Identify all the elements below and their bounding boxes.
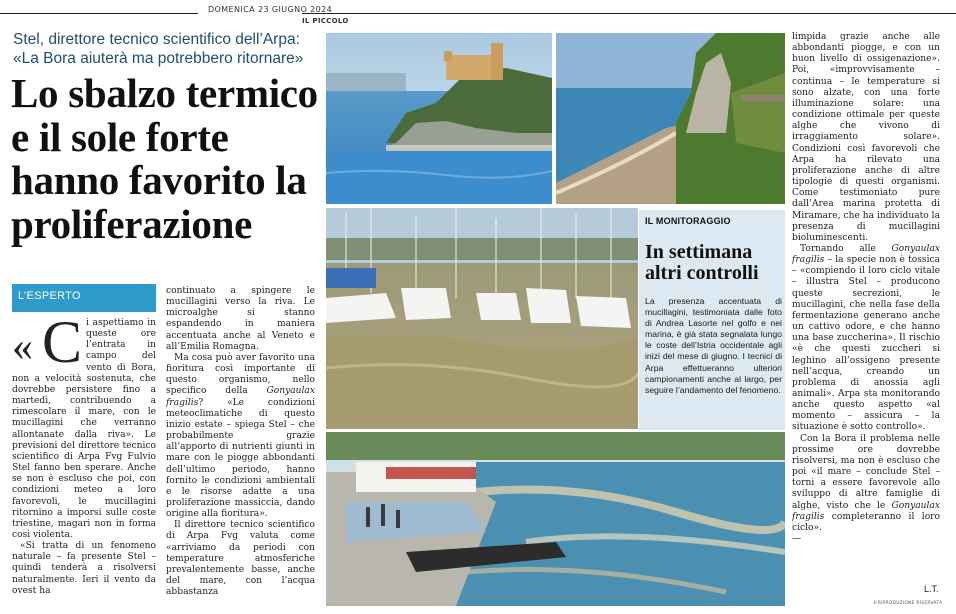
sidebar-body: La presenza accentuata di mucillagini, testimoniata dalle foto di Andrea Lasorte nel golfo e nei marina, è già stata segnalata lungo le coste dell’Istria occidentale agli inizi del mese di giugno. I tecnici di Arpa effettueranno ulteriori campionamenti anche al largo, per seguire l’andamento del fenomeno. <box>645 296 782 395</box>
folio-date: DOMENICA 23 GIUGNO 2024 <box>208 5 333 14</box>
article-column-3 <box>792 32 940 580</box>
article-column-1 <box>12 318 156 606</box>
species-name: Gonyaulax fragilis <box>166 386 315 408</box>
article-headline: Lo sbalzo termico e il sole forte hanno favorito la proliferazione <box>11 70 318 247</box>
paragraph: Tornando alle Gonyaulax fragilis – la specie non è tossica – «compiendo il loro ciclo vitale – illustra Stel – producono queste secrezioni, le mucillagini, che nella fase della fermentazione generano anche un cattivo odore, e che hanno una base zuccherina». Il rischio «è che questi zuccheri si leghino all’ossigeno presente nell’acqua, creando un problema di anossia agli animali». Arpa sta monitorando anche questo aspetto «al momento – assicura – la situazione è sotto controllo». <box>792 243 940 433</box>
folio-paper-name: IL PICCOLO <box>302 17 349 25</box>
photo-seafront-mucilage <box>326 432 785 606</box>
species-name: Gonyaulax fragilis <box>792 500 940 522</box>
photo-castle-coast <box>326 33 552 204</box>
paragraph: limpida grazie anche alle abbondanti piogge, e con un buon livello di ossigenazione». Poi, «improvvisamente – continua – le temperature si sono alzate, con una forte illuminazione solare: una condizione ottimale per queste alghe che vivono di irraggiamento solare». Condizioni così favorevoli che Arpa ha rilevato una proliferazione anche di altre tipologie di questi organismi. Come testimoniato pure dall’Area marina protetta di Miramare, che ha individuato la presenza di mucillagini bioluminescenti. <box>792 32 940 243</box>
paragraph: Con la Bora il problema nelle prossime ore dovrebbe risolversi, ma non è escluso che poi «il mare – conclude Stel – torni a essere favorevole allo sviluppo di altre famiglie di alghe, visto che le Gonyaulax fragilis completeranno il loro ciclo». <box>792 433 940 533</box>
article-column-2 <box>166 286 315 606</box>
author-signature: L.T. <box>924 584 939 594</box>
paragraph: «Si tratta di un fenomeno naturale – fa presente Stel – quindi tenderà a risolversi naturalmente. Ieri il vento da ovest ha <box>12 541 156 596</box>
species-name: Gonyaulax fragilis <box>792 243 940 266</box>
sidebar-title: In settimana altri controlli <box>645 241 759 284</box>
drop-cap-letter: C <box>42 318 83 375</box>
page-folio <box>0 3 956 23</box>
paragraph: continuato a spingere le mucillagini verso la riva. Le microalghe si stanno espandendo in maniera accentuata anche al Veneto e all’Emilia Romagna. <box>166 286 315 352</box>
paragraph: i aspettiamo in queste ore l’entrata in campo del vento di Bora, non a velocità sostenuta, che dovrebbe persistere fino a martedì, contribuendo a rimescolare il mare, con le mucillagini che verranno allontanate dalla riva». Le previsioni del direttore tecnico scientifico di Arpa Fvg Fulvio Stel fanno ben sperare. Anche se non è escluso che poi, con condizioni meteo a loro favorevoli, le mucillagini ritornino a imporsi sulle coste triestine, magari non in forma così violenta. <box>12 318 156 540</box>
paragraph: Il direttore tecnico scientifico di Arpa Fvg valuta come «arriviamo da periodi con temperature atmosferiche prevalentemente basse, anche del mare, con l’acqua abbastanza <box>166 520 315 598</box>
photo-cliff-coast <box>556 33 785 204</box>
copyright-notice: ©RIPRODUZIONE RISERVATA <box>873 601 943 606</box>
drop-cap-quote: « <box>12 324 33 370</box>
folio-rule <box>0 13 956 14</box>
article-kicker: Stel, direttore tecnico scientifico dell’Arpa: «La Bora aiuterà ma potrebbero ritornare» <box>13 31 304 67</box>
paragraph: Ma cosa può aver favorito una fioritura così importante di questo organismo, nello specifico della Gonyaulax fragilis? «Le condizioni meteoclimatiche di questo inizio estate – spiega Stel – che probabilmente grazie all’apporto di nutrienti giunti in mare con le piogge abbondanti dell’ultimo periodo, hanno fornito le condizioni ambientali e le risorse adatte a una proliferazione massiccia, dando origine alla fioritura». <box>166 352 315 520</box>
end-mark: — <box>792 534 802 545</box>
drop-cap <box>12 318 86 375</box>
sidebar-tag: IL MONITORAGGIO <box>645 216 731 226</box>
photo-marina-mucilage <box>326 208 638 429</box>
section-label: L’ESPERTO <box>18 290 81 302</box>
